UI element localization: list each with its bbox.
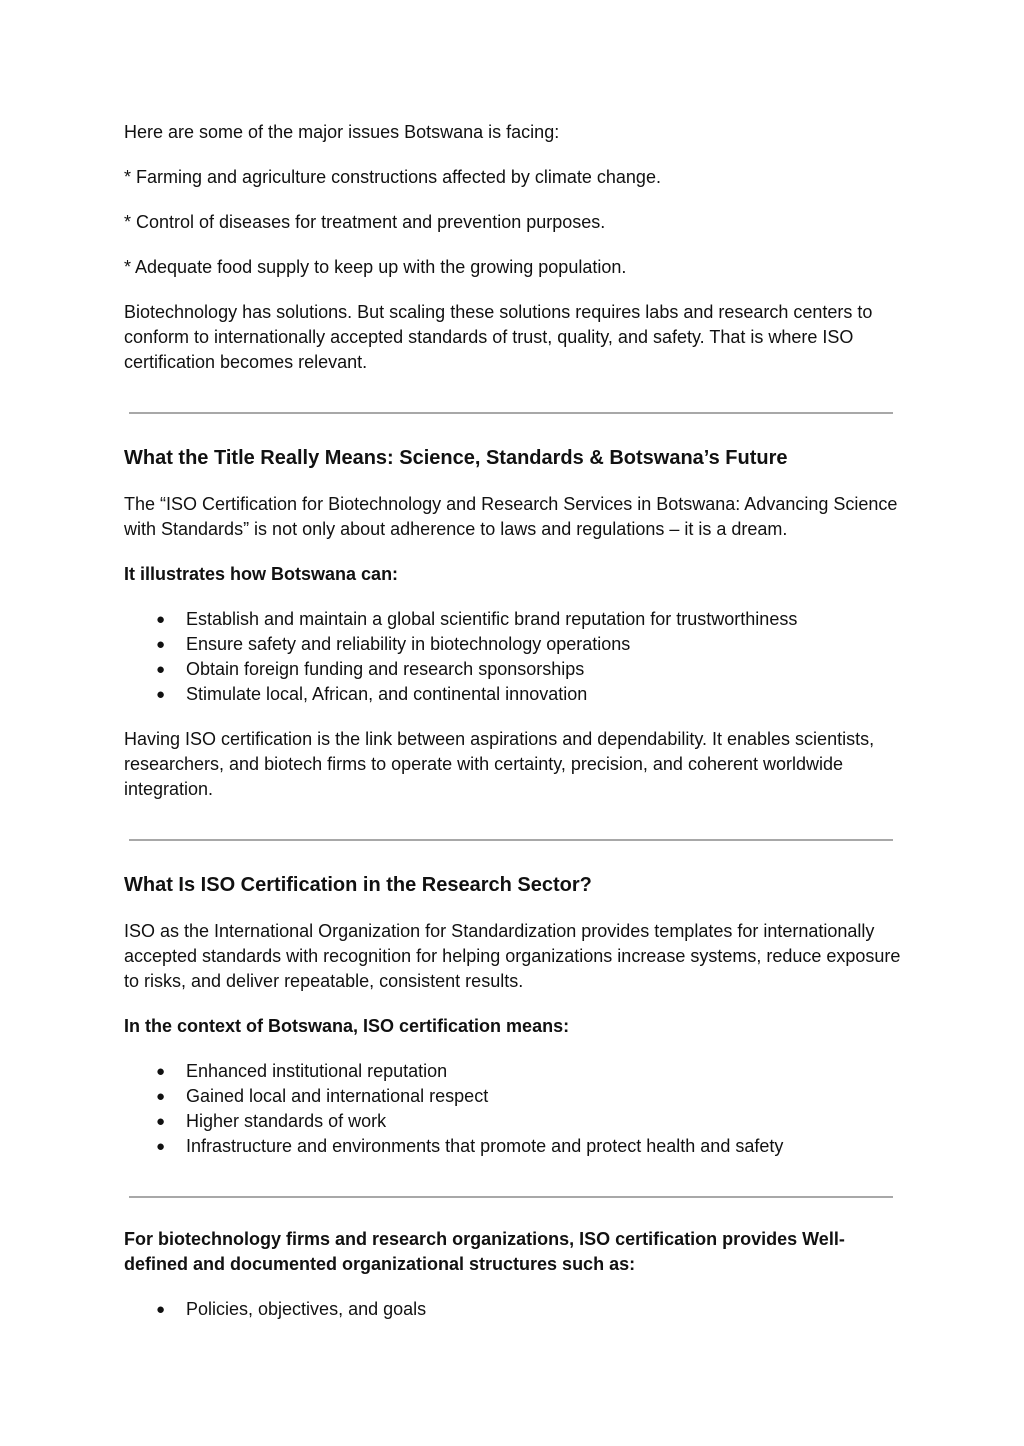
bullet-icon: ● (156, 1301, 166, 1318)
iso-link-paragraph: Having ISO certification is the link between aspirations and dependability. It enables scientists, researchers, and biotech firms to operate with certainty, precision, and coherent worldwide integration. (124, 729, 875, 799)
bullet-icon: ● (156, 661, 166, 678)
bullet-icon: ● (156, 1088, 166, 1105)
title-meaning-paragraph: The “ISO Certification for Biotechnology and Research Services in Botswana: Advancing Science with Standards” is not only about adherence to laws and regulations – it is a dream. (124, 494, 898, 539)
issues-lead: Here are some of the major issues Botswana is facing: (124, 122, 560, 142)
bullet-icon: ● (156, 686, 166, 703)
section-heading-iso-research: What Is ISO Certification in the Research Sector? (124, 874, 592, 896)
iso-definition-paragraph: ISO as the International Organization for Standardization provides templates for internationally accepted standards with recognition for helping organizations increase systems, reduce exposure to risks, and deliver repeatable, consistent results. (124, 921, 901, 991)
section-divider (129, 839, 893, 841)
org-structures-lead: For biotechnology firms and research organizations, ISO certification provides Well-defined and documented organizational structures such as: (124, 1229, 845, 1274)
org-structures-list (124, 1297, 904, 1322)
list-item: ● Gained local and international respect (124, 1084, 904, 1109)
issue-item: * Adequate food supply to keep up with the growing population. (124, 257, 627, 277)
botswana-can-list (124, 607, 904, 707)
list-item: ● Obtain foreign funding and research sponsorships (124, 657, 904, 682)
issue-item: * Control of diseases for treatment and prevention purposes. (124, 212, 606, 232)
list-item: ● Infrastructure and environments that promote and protect health and safety (124, 1134, 904, 1159)
botswana-can-lead: It illustrates how Botswana can: (124, 564, 399, 584)
list-item: ● Enhanced institutional reputation (124, 1059, 904, 1084)
issue-item: * Farming and agriculture constructions affected by climate change. (124, 167, 661, 187)
section-divider (129, 1196, 893, 1198)
list-item: ● Establish and maintain a global scientific brand reputation for trustworthiness (124, 607, 904, 632)
section-heading-title-meaning: What the Title Really Means: Science, Standards & Botswana’s Future (124, 447, 788, 469)
list-item: ● Higher standards of work (124, 1109, 904, 1134)
iso-means-list (124, 1059, 904, 1159)
list-item: ● Stimulate local, African, and continental innovation (124, 682, 904, 707)
list-item: ● Ensure safety and reliability in biotechnology operations (124, 632, 904, 657)
document-page (124, 120, 904, 1322)
bullet-icon: ● (156, 611, 166, 628)
bullet-icon: ● (156, 1138, 166, 1155)
botswana-context-lead: In the context of Botswana, ISO certification means: (124, 1016, 570, 1036)
bullet-icon: ● (156, 1063, 166, 1080)
bullet-icon: ● (156, 1113, 166, 1130)
list-item: ● Policies, objectives, and goals (124, 1297, 904, 1322)
section-divider (129, 412, 893, 414)
solution-paragraph: Biotechnology has solutions. But scaling these solutions requires labs and research centers to conform to internationally accepted standards of trust, quality, and safety. That is where ISO certification becomes relevant. (124, 302, 873, 372)
bullet-icon: ● (156, 636, 166, 653)
